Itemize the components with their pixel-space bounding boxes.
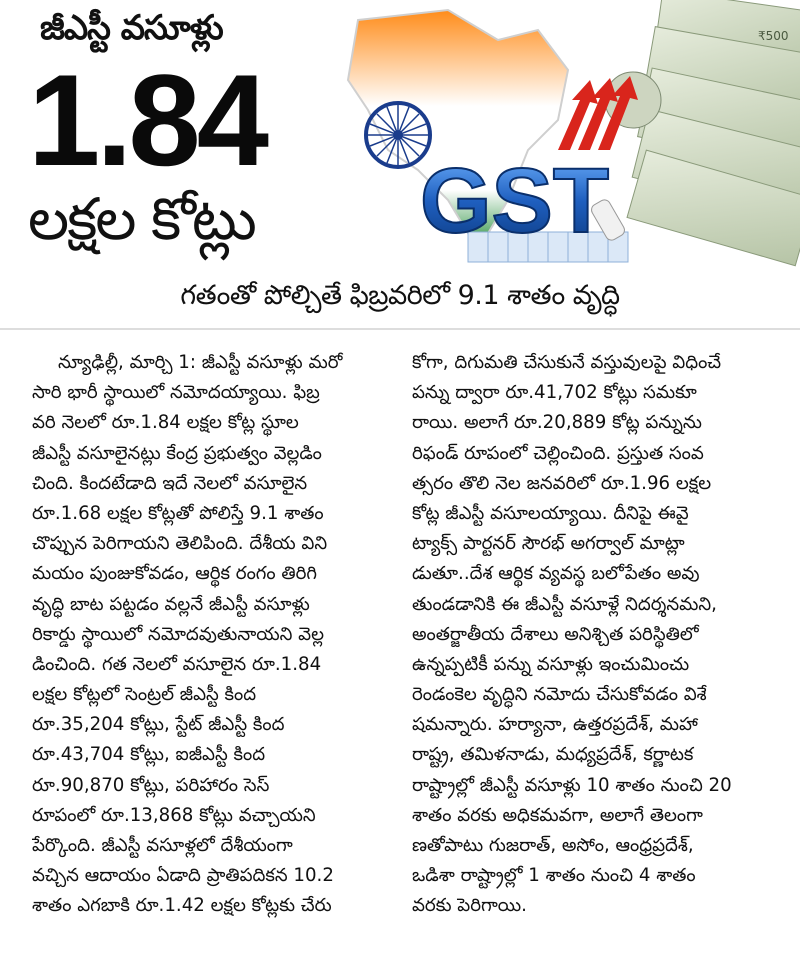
article-line: డుతూ..దేశ ఆర్థిక వ్యవస్థ బలోపేతం అవు — [412, 563, 700, 585]
article-column-left — [32, 348, 407, 922]
headline-kicker: జీఎస్టీ వసూళ్లు — [40, 8, 223, 48]
article-line: జీఎస్టీ వసూలైనట్లు కేంద్ర ప్రభుత్వం వెల్లడిం — [32, 442, 322, 464]
article-line: చింది. కిందటేడాది ఇదే నెలలో వసూలైన — [32, 472, 308, 494]
article-line: న్యూఢిల్లీ, మార్చి 1: జీఎస్టీ వసూళ్లు మరో — [58, 352, 343, 373]
article-line: వృద్ధి బాట పట్టడం వల్లనే జీఎస్టీ వసూళ్లు — [32, 593, 310, 615]
article-line: రూపంలో రూ.13,868 కోట్లు వచ్చాయని — [32, 804, 316, 826]
article-line: ణతోపాటు గుజరాత్, అసోం, ఆంధ్రప్రదేశ్, — [412, 835, 694, 856]
article-line: చొప్పున పెరిగాయని తెలిపింది. దేశీయ విని — [32, 533, 328, 555]
article-line: ఉన్నప్పటికీ పన్ను వసూళ్లు ఇంచుమించు — [412, 653, 690, 675]
subheadline: గతంతో పోల్చితే ఫిబ్రవరిలో 9.1 శాతం వృద్ధి — [180, 280, 620, 311]
article-line: సారి భారీ స్థాయిలో నమోదయ్యాయి. ఫిబ్ర — [32, 382, 320, 404]
article-line: రిఫండ్ రూపంలో చెల్లించింది. ప్రస్తుత సంవ — [412, 442, 704, 464]
article-line: డించింది. గత నెలలో వసూలైన రూ.1.84 — [32, 653, 322, 675]
article-line: రాష్ట్ర, తమిళనాడు, మధ్యప్రదేశ్, కర్ణాటక — [412, 744, 694, 766]
article-line: ఒడిశా రాష్ట్రాల్లో 1 శాతం నుంచి 4 శాతం — [412, 865, 696, 887]
article-line: వచ్చిన ఆదాయం ఏడాది ప్రాతిపదికన 10.2 — [32, 865, 334, 887]
article-line: కోగా, దిగుమతి చేసుకునే వస్తువులపై విధించే — [412, 352, 722, 373]
article-line: అంతర్జాతీయ దేశాలు అనిశ్చిత పరిస్థితిలో — [412, 623, 699, 645]
article-line: రాయి. అలాగే రూ.20,889 కోట్ల పన్నును — [412, 412, 702, 434]
gst-logo-text: GST — [420, 150, 610, 252]
article-line: రికార్డు స్థాయిలో నమోదవుతునాయని వెల్ల — [32, 623, 324, 645]
article-line: త్సరం తొలి నెల జనవరిలో రూ.1.96 లక్షల — [412, 472, 712, 494]
note-label: ₹500 — [758, 29, 789, 43]
article-line: రాష్ట్రాల్లో జీఎస్టీ వసూళ్లు 10 శాతం నుంచి 20 — [412, 774, 732, 796]
article-line: రూ.43,704 కోట్లు, ఐజీఎస్టీ కింద — [32, 744, 266, 766]
divider — [0, 328, 800, 330]
article-line: రెండంకెల వృద్ధిని నమోదు చేసుకోవడం విశే — [412, 684, 707, 706]
article-line: పేర్కొంది. జీఎస్టీ వసూళ్లలో దేశీయంగా — [32, 835, 293, 856]
article-line: తుండడానికి ఈ జీఎస్టీ వసూళ్లే నిదర్శనమని, — [412, 593, 717, 615]
article-line: రూ.90,870 కోట్లు, పరిహారం సెస్ — [32, 774, 270, 796]
article-line: రూ.35,204 కోట్లు, స్టేట్ జీఎస్టీ కింద — [32, 714, 285, 736]
article-line: షమన్నారు. హర్యానా, ఉత్తరప్రదేశ్, మహా — [412, 714, 698, 736]
article-line: వరకు పెరిగాయి. — [412, 895, 527, 917]
article-line: వరి నెలలో రూ.1.84 లక్షల కోట్ల స్థూల — [32, 412, 299, 434]
article-line: శాతం వరకు అధికమవగా, అలాగే తెలంగా — [412, 804, 703, 826]
gst-illustration-graphic — [328, 0, 800, 268]
gst-illustration — [328, 0, 800, 268]
article-line: శాతం ఎగబాకి రూ.1.42 లక్షల కోట్లకు చేరు — [32, 895, 332, 917]
article-line: కోట్ల జీఎస్టీ వసూలయ్యాయి. దీనిపై ఈవై — [412, 502, 689, 524]
article-line: మయం పుంజుకోవడం, ఆర్థిక రంగం తిరిగి — [32, 563, 318, 585]
headline-unit: లక్షల కోట్లు — [28, 185, 255, 253]
article-line: లక్షల కోట్లలో సెంట్రల్ జీఎస్టీ కింద — [32, 684, 257, 706]
headline-amount: 1.84 — [28, 47, 266, 193]
article-line: రూ.1.68 లక్షల కోట్లతో పోలిస్తే 9.1 శాతం — [32, 502, 324, 524]
article-column-right — [412, 348, 782, 922]
article-line: పన్ను ద్వారా రూ.41,702 కోట్లు సమకూ — [412, 382, 697, 404]
article-line: ట్యాక్స్ పార్టనర్ సౌరభ్ అగర్వాల్ మాట్లా — [412, 533, 685, 555]
